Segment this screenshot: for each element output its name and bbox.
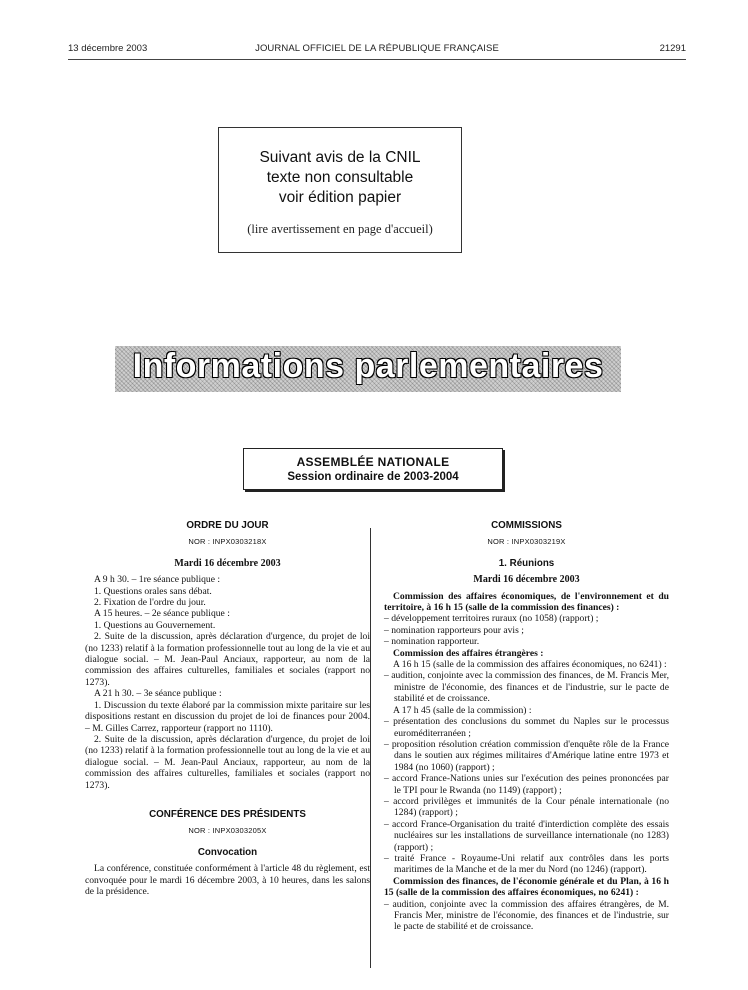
- header-date: 13 décembre 2003: [68, 43, 148, 54]
- ordre-title: ORDRE DU JOUR: [186, 520, 269, 531]
- column-divider: [370, 528, 371, 968]
- commissions-title: COMMISSIONS: [491, 520, 562, 531]
- assemblee-session: Session ordinaire de 2003-2004: [287, 471, 459, 483]
- header-rule: [68, 59, 686, 60]
- list-item: – accord privilèges et immunités de la Cour pénale internationale (no 1284) (rapport) ;: [384, 795, 669, 819]
- header-journal-title: JOURNAL OFFICIEL DE LA RÉPUBLIQUE FRANÇAISE: [255, 43, 499, 54]
- cnil-notice-note: (lire avertissement en page d'accueil): [247, 222, 433, 236]
- list-item: – accord France-Organisation du traité d'interdiction complète des essais nucléaires sur les installations de surveillance internationale (no 1283) (rapport) ;: [384, 818, 669, 853]
- list-item: – accord France-Nations unies sur l'exécution des peines prononcées par le TPI pour le Rwanda (no 1149) (rapport) ;: [384, 773, 669, 796]
- list-item: A 15 heures. – 2e séance publique :: [94, 608, 230, 620]
- list-item: A 9 h 30. – 1re séance publique :: [94, 574, 221, 586]
- conference-text: La conférence, constituée conformément à l'article 48 du règlement, est convoquée pour le mardi 16 décembre 2003, à 10 heures, dans les salons de la présidence.: [85, 863, 370, 897]
- list-item: – proposition résolution création commission d'enquête rôle de la France dans le soutien aux régimes militaires d'Amérique latine entre 1973 et 1984 (no 1060) (rapport) ;: [384, 738, 669, 773]
- cnil-notice-box: [218, 127, 462, 253]
- list-item: A 21 h 30. – 3e séance publique :: [94, 688, 222, 700]
- list-item: – nomination rapporteurs pour avis ;: [384, 624, 524, 636]
- commissions-date: Mardi 16 décembre 2003: [473, 574, 580, 586]
- conference-subtitle: Convocation: [197, 846, 258, 858]
- session-heading: A 17 h 45 (salle de la commission) :: [393, 704, 532, 716]
- cnil-notice-text: Suivant avis de la CNIL texte non consultable voir édition papier: [259, 149, 421, 206]
- section-banner: [115, 346, 621, 392]
- list-item: 2. Suite de la discussion, après déclaration d'urgence, du projet de loi (no 1233) relatif à la formation professionnelle tout au long de la vie et au dialogue social. – M. Jean-Paul Anciaux, rapporteur, au nom de la commission des affaires culturelles, familiales et sociales (rapport no 1273).: [85, 733, 370, 791]
- ordre-date: Mardi 16 décembre 2003: [174, 557, 281, 569]
- assemblee-title: ASSEMBLÉE NATIONALE: [296, 455, 450, 469]
- page-header: [68, 43, 686, 57]
- session-heading: A 16 h 15 (salle de la commission des affaires économiques, no 6241) :: [393, 659, 667, 671]
- list-item: 1. Questions au Gouvernement.: [94, 619, 216, 631]
- list-item: 1. Discussion du texte élaboré par la commission mixte paritaire sur les dispositions restant en discussion du projet de loi de finances pour 2004. – M. Gilles Carrez, rapporteur (rapport no 1110).: [85, 699, 370, 734]
- header-page-number: 21291: [659, 43, 686, 54]
- commissions-subtitle: 1. Réunions: [498, 557, 555, 569]
- list-item: – audition, conjointe avec la commission des affaires étrangères, de M. Francis Mer, ministre de l'économie, des finances et de l'industrie, sur le pacte de stabilité et de croissance.: [384, 898, 669, 933]
- list-item: – développement territoires ruraux (no 1058) (rapport) ;: [384, 613, 599, 625]
- list-item: – nomination rapporteur.: [384, 636, 480, 648]
- ordre-nor: NOR : INPX0303218X: [188, 537, 267, 547]
- right-column: [384, 520, 669, 933]
- list-item: – présentation des conclusions du sommet du Naples sur le processus euroméditerranéen ;: [384, 716, 669, 739]
- banner-title: Informations parlementaires: [132, 347, 604, 385]
- list-item: 1. Questions orales sans débat.: [94, 585, 212, 597]
- list-item: 2. Suite de la discussion, après déclaration d'urgence, du projet de loi (no 1233) relatif à la formation professionnelle tout au long de la vie et au dialogue social. – M. Jean-Paul Anciaux, rapporteur, au nom de la commission des affaires culturelles, familiales et sociales (rapport no 1273).: [85, 631, 370, 688]
- commission-heading: Commission des affaires économiques, de l'environnement et du territoire, à 16 h 15 (salle de la commission des finances) :: [384, 590, 669, 614]
- list-item: – traité France - Royaume-Uni relatif aux contrôles dans les ports maritimes de la Manche et de la mer du Nord (no 1246) (rapport).: [384, 852, 669, 876]
- left-column: [85, 520, 370, 897]
- list-item: – audition, conjointe avec la commission des finances, de M. Francis Mer, ministre de l'économie, des finances et de l'industrie, sur le pacte de stabilité et de croissance.: [384, 670, 669, 705]
- commission-heading: Commission des finances, de l'économie générale et du Plan, à 16 h 15 (salle de la commission des affaires économiques, no 6241) :: [384, 875, 669, 899]
- list-item: 2. Fixation de l'ordre du jour.: [94, 597, 206, 609]
- conference-nor: NOR : INPX0303205X: [188, 826, 267, 836]
- conference-title: CONFÉRENCE DES PRÉSIDENTS: [149, 808, 306, 820]
- assemblee-box: [243, 448, 503, 490]
- commissions-nor: NOR : INPX0303219X: [487, 537, 566, 547]
- commission-heading: Commission des affaires étrangères :: [393, 647, 544, 659]
